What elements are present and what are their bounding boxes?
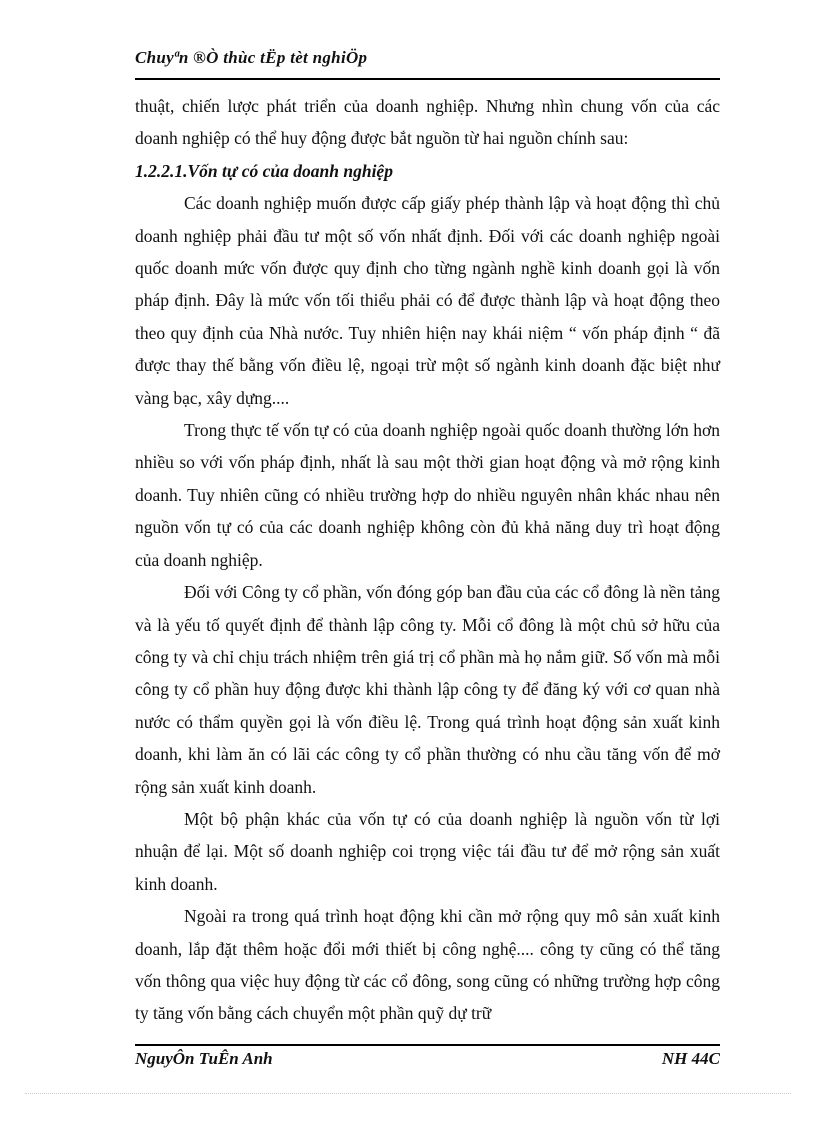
footer-class-code: NH 44C: [661, 1049, 720, 1068]
paragraph-retained-earnings: Một bộ phận khác của vốn tự có của doanh nghiệp là nguồn vốn từ lợi nhuận để lại. Một số doanh nghiệp coi trọng việc tái đầu tư để mở rộng sản xuất kinh doanh.: [135, 808, 720, 894]
paragraph-capital-increase: Ngoài ra trong quá trình hoạt động khi cần mở rộng quy mô sản xuất kinh doanh, lắp đặt thêm hoặc đổi mới thiết bị công nghệ.... công ty cũng có thể tăng vốn thông qua việc huy động từ các cổ đông, song cũng có những trường hợp công ty tăng vốn bằng cách chuyển một phần quỹ dự trữ: [135, 906, 720, 1024]
header-divider: [135, 78, 720, 80]
page-bottom-edge: [25, 1093, 791, 1094]
paragraph-equity-reality: Trong thực tế vốn tự có của doanh nghiệp ngoài quốc doanh thường lớn hơn nhiều so với vốn pháp định, nhất là sau một thời gian hoạt động và mở rộng kinh doanh. Tuy nhiên cũng có nhiều trường hợp do nhiều nguyên nhân khác nhau nên nguồn vốn tự có của các doanh nghiệp không còn đủ khả năng duy trì hoạt động của doanh nghiệp.: [135, 420, 720, 570]
footer-author: NguyÔn TuÊn Anh: [135, 1049, 273, 1068]
paragraph-joint-stock: Đối với Công ty cổ phần, vốn đóng góp ban đầu của các cổ đông là nền tảng và là yếu tố quyết định để thành lập công ty. Mỗi cổ đông là một chủ sở hữu của công ty và chỉ chịu trách nhiệm trên giá trị cổ phần mà họ nắm giữ. Số vốn mà mỗi công ty cổ phần huy động được khi thành lập công ty để đăng ký với cơ quan nhà nước có thẩm quyền gọi là vốn điều lệ. Trong quá trình hoạt động sản xuất kinh doanh, khi làm ăn có lãi các công ty cổ phần thường có nhu cầu tăng vốn để mở rộng sản xuất kinh doanh.: [135, 582, 720, 797]
section-heading: 1.2.2.1.Vốn tự có của doanh nghiệp: [135, 160, 393, 181]
page-body: [135, 90, 720, 1030]
footer-divider: [135, 1044, 720, 1046]
page-header-title: Chuyªn ®Ò thùc tËp tèt nghiÖp: [135, 48, 368, 67]
paragraph-continuation: thuật, chiến lược phát triển của doanh nghiệp. Nhưng nhìn chung vốn của các doanh nghiệp có thể huy động được bắt nguồn từ hai nguồn chính sau:: [135, 96, 720, 149]
paragraph-legal-capital: Các doanh nghiệp muốn được cấp giấy phép thành lập và hoạt động thì chủ doanh nghiệp phải đầu tư một số vốn nhất định. Đối với các doanh nghiệp ngoài quốc doanh mức vốn được quy định cho từng ngành nghề kinh doanh gọi là vốn pháp định. Đây là mức vốn tối thiểu phải có để được thành lập và hoạt động theo theo quy định của Nhà nước. Tuy nhiên hiện nay khái niệm “ vốn pháp định “ đã được thay thế bằng vốn điều lệ, ngoại trừ một số ngành kinh doanh đặc biệt như vàng bạc, xây dựng....: [135, 193, 720, 408]
